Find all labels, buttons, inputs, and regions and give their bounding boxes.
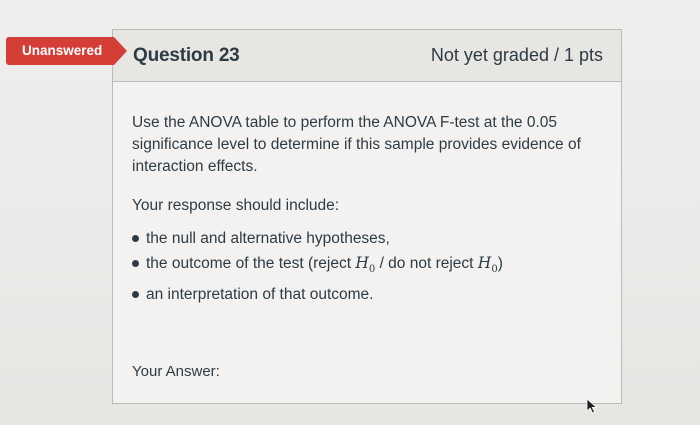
math-h0: $H_0$ bbox=[477, 254, 498, 276]
response-instructions: Your response should include: bbox=[132, 197, 340, 214]
mouse-pointer-icon bbox=[586, 398, 600, 414]
requirements-list bbox=[132, 226, 602, 307]
question-title: Question 23 bbox=[133, 45, 240, 66]
list-item bbox=[132, 251, 602, 282]
unanswered-badge: Unanswered bbox=[6, 37, 114, 65]
question-prompt: Use the ANOVA table to perform the ANOVA F-test at the 0.05 significance level to determine if this sample provides evidence of interaction effects. bbox=[132, 114, 581, 175]
bullet-icon bbox=[132, 235, 139, 242]
bullet-icon bbox=[132, 260, 139, 267]
question-body bbox=[132, 112, 602, 307]
answer-label: Your Answer: bbox=[132, 363, 220, 380]
math-h0: $H_0$ bbox=[355, 254, 376, 276]
list-item-text: the null and alternative hypotheses, bbox=[146, 230, 390, 247]
question-header bbox=[113, 30, 621, 82]
list-item-text: an interpretation of that outcome. bbox=[146, 286, 374, 304]
list-item-text: the outcome of the test (reject $H_0$ / do not reject $H_0$) bbox=[146, 254, 503, 276]
list-item bbox=[132, 282, 602, 307]
bullet-icon bbox=[132, 291, 139, 298]
list-item bbox=[132, 226, 602, 251]
points-status: Not yet graded / 1 pts bbox=[430, 45, 603, 65]
badge-arrow-icon bbox=[114, 37, 127, 65]
